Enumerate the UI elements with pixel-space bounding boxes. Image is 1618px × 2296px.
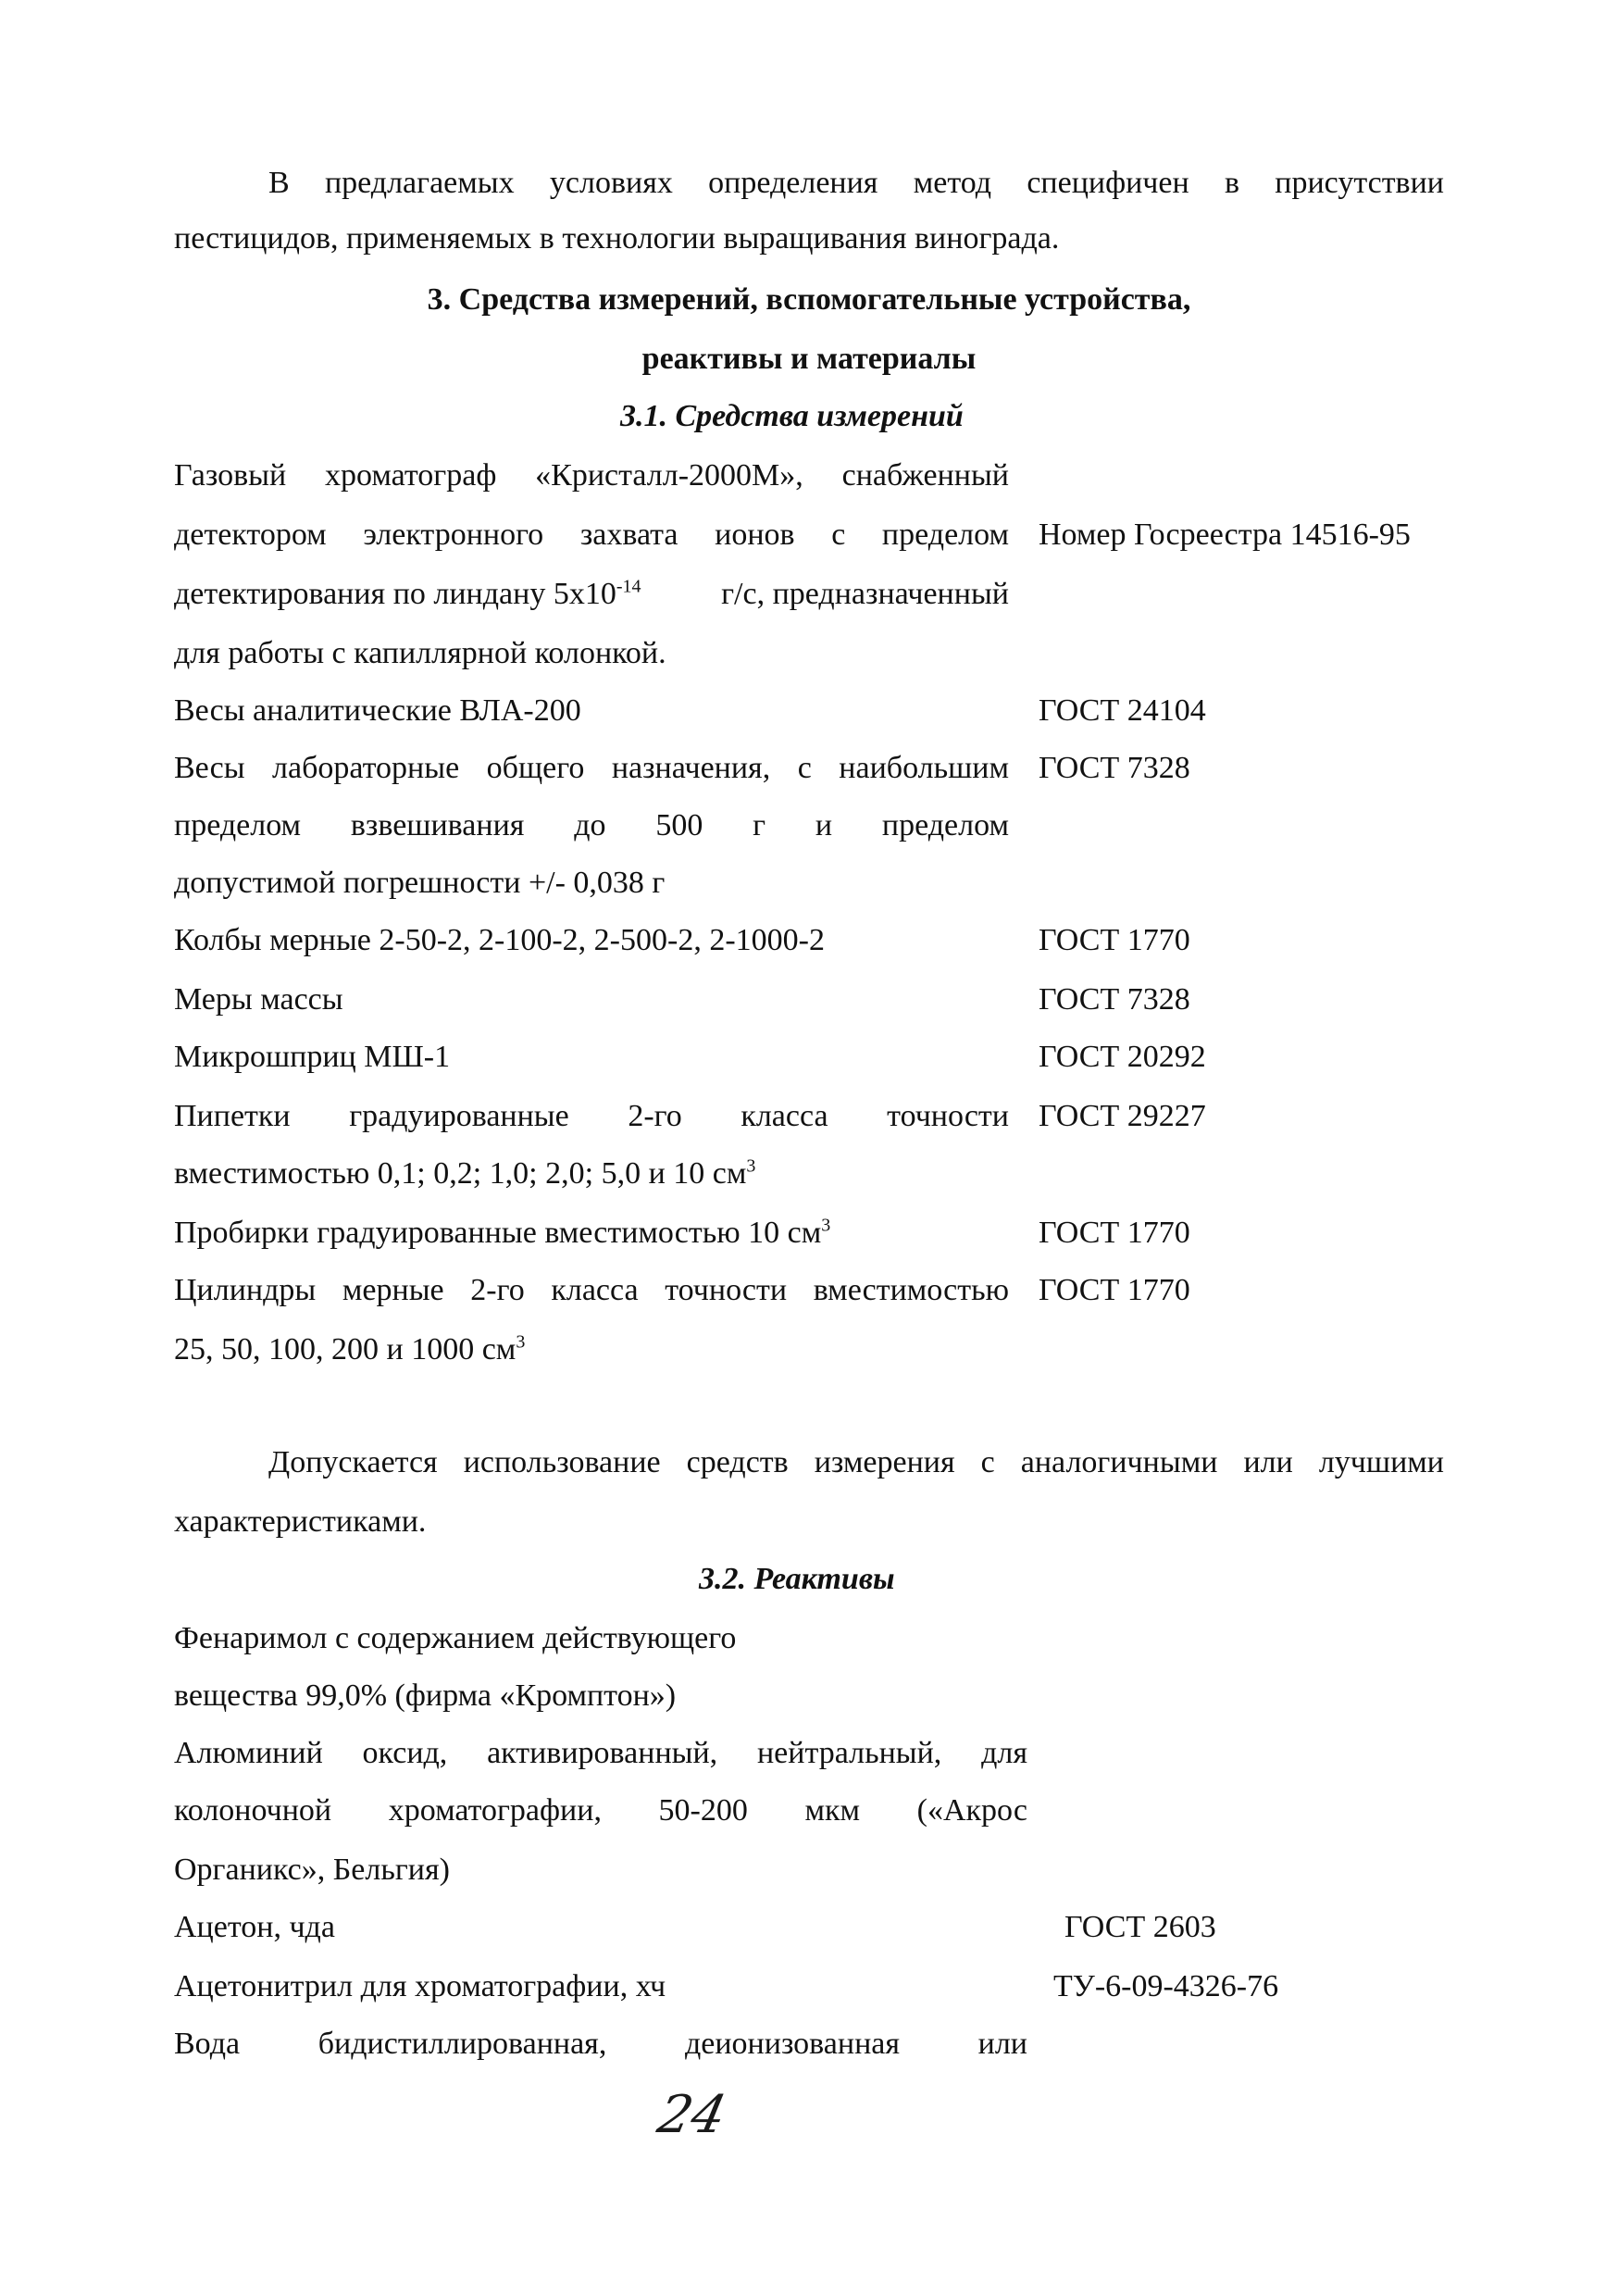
instrument-lab-balance-line-3: допустимой погрешности +/- 0,038 г [174,866,666,900]
pipettes-volume-text: вместимостью 0,1; 0,2; 1,0; 2,0; 5,0 и 10 см [174,1156,747,1191]
page-number: 24 [653,2085,732,2145]
instrument-flasks: Колбы мерные 2-50-2, 2-100-2, 2-500-2, 2-1000-2 [174,923,825,957]
instrument-test-tubes [174,1215,830,1252]
reagent-water-line-1: Вода бидистиллированная, деионизованная или [174,2027,1027,2061]
intro-line-1: В предлагаемых условиях определения метод специфичен в присутствии [268,166,1444,200]
cylinders-volume-text: 25, 50, 100, 200 и 1000 см [174,1332,517,1366]
reagent-alumina-line-3: Органикс», Бельгия) [174,1853,450,1887]
instrument-chromatograph-line-4: для работы с капиллярной колонкой. [174,636,666,670]
instrument-pipettes-line-1: Пипетки градуированные 2-го класса точности [174,1099,1009,1133]
test-tubes-text: Пробирки градуированные вместимостью 10 см [174,1216,822,1250]
instrument-pipettes-ref: ГОСТ 29227 [1039,1099,1206,1133]
reagent-fenarimol-line-1: Фенаримол с содержанием действующего [174,1621,737,1655]
instrument-chromatograph-line-3 [174,576,1009,613]
instrument-microsyringe: Микрошприц МШ-1 [174,1040,451,1074]
note-line-1: Допускается использование средств измерения с аналогичными или лучшими [268,1445,1444,1479]
instrument-weights: Меры массы [174,982,343,1017]
instrument-pipettes-line-2 [174,1155,755,1192]
instrument-flasks-ref: ГОСТ 1770 [1039,923,1190,957]
detection-limit-text: детектирования по линдану 5х10 [174,577,616,611]
reagent-acetonitrile-ref: ТУ-6-09-4326-76 [1053,1969,1279,2003]
instrument-chromatograph-line-1: Газовый хроматограф «Кристалл-2000М», снабженный [174,458,1009,493]
instrument-lab-balance-ref: ГОСТ 7328 [1039,751,1190,785]
reagent-acetone-ref: ГОСТ 2603 [1064,1910,1216,1944]
reagent-acetone: Ацетон, чда [174,1910,335,1944]
pipettes-unit-exponent: 3 [746,1155,756,1177]
note-line-2: характеристиками. [174,1504,427,1539]
test-tubes-unit-exponent: 3 [821,1215,831,1236]
instrument-cylinders-ref: ГОСТ 1770 [1039,1273,1190,1307]
section-3-title-line-2: реактивы и материалы [641,342,977,376]
section-3-1-title: 3.1. Средства измерений [620,399,964,433]
section-3-2-title: 3.2. Реактивы [699,1562,895,1596]
instrument-lab-balance-line-2: пределом взвешивания до 500 г и пределом [174,808,1009,842]
section-3-title-line-1: 3. Средства измерений, вспомогательные устройства, [427,282,1191,317]
instrument-cylinders-line-1: Цилиндры мерные 2-го класса точности вместимостью [174,1273,1009,1307]
instrument-microsyringe-ref: ГОСТ 20292 [1039,1040,1206,1074]
detection-limit-suffix: г/с, предназначенный [721,577,1009,611]
instrument-chromatograph-line-2: детектором электронного захвата ионов с пределом [174,518,1009,552]
reagent-alumina-line-1: Алюминий оксид, активированный, нейтральный, для [174,1736,1027,1770]
instrument-analytical-balance-ref: ГОСТ 24104 [1039,693,1206,728]
instrument-analytical-balance: Весы аналитические ВЛА-200 [174,693,581,728]
instrument-test-tubes-ref: ГОСТ 1770 [1039,1216,1190,1250]
cylinders-unit-exponent: 3 [516,1331,526,1353]
intro-line-2: пестицидов, применяемых в технологии выращивания винограда. [174,221,1060,256]
reagent-fenarimol-line-2: вещества 99,0% (фирма «Кромптон») [174,1678,677,1713]
instrument-weights-ref: ГОСТ 7328 [1039,982,1190,1017]
reagent-acetonitrile: Ацетонитрил для хроматографии, хч [174,1969,666,2003]
instrument-lab-balance-line-1: Весы лабораторные общего назначения, с наибольшим [174,751,1009,785]
instrument-cylinders-line-2 [174,1331,525,1368]
detection-limit-exponent: -14 [616,576,641,597]
instrument-chromatograph-ref: Номер Госреестра 14516-95 [1039,518,1411,552]
reagent-alumina-line-2: колоночной хроматографии, 50-200 мкм («Акрос [174,1793,1027,1828]
